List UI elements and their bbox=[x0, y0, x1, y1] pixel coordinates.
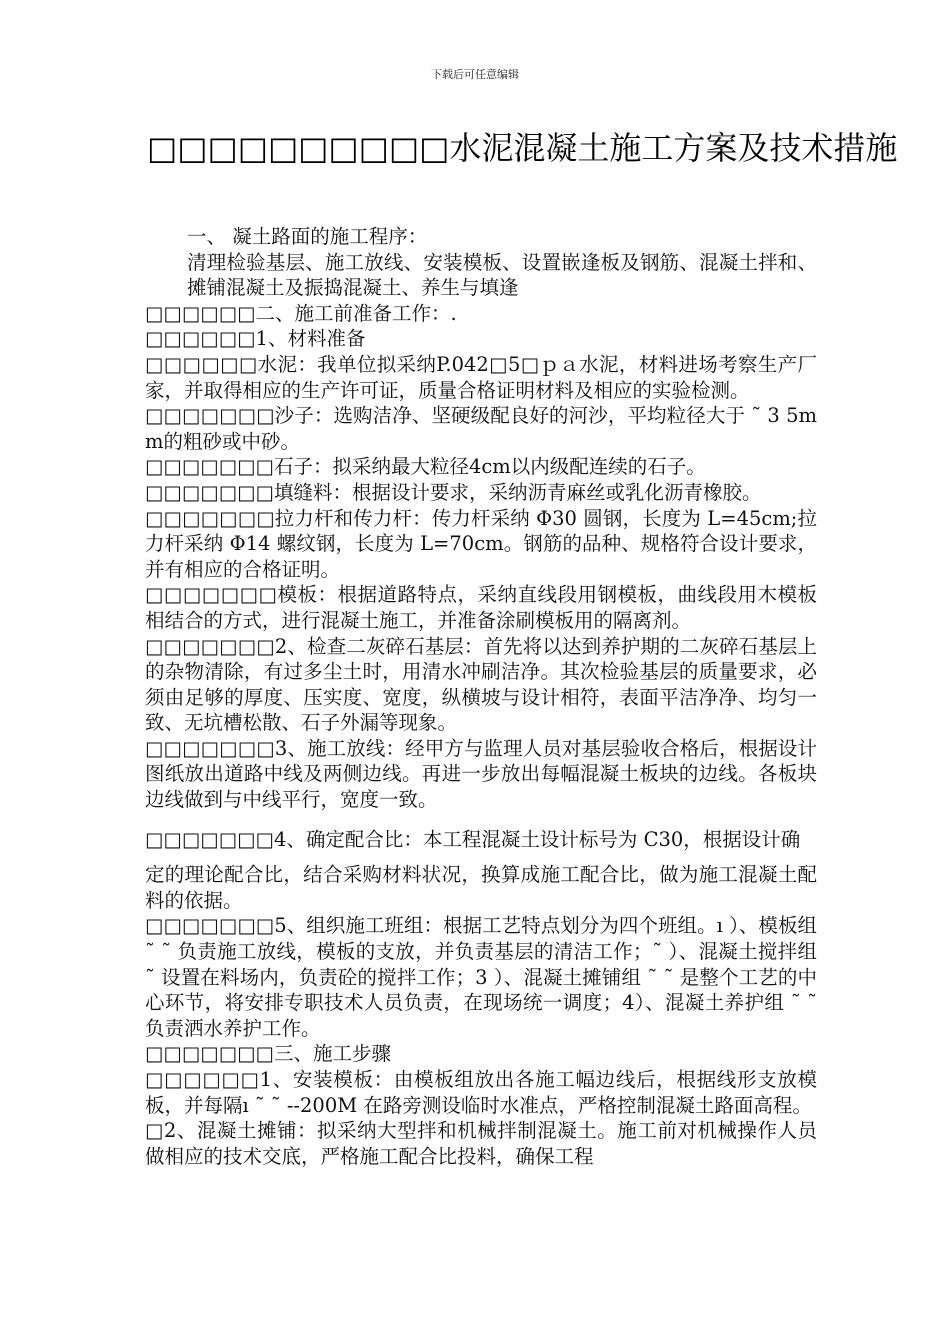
paragraph-5: □□□□□□水泥：我单位拟采纳P.042□5□ｐａ水泥，材料进场考察生产厂家，并取得相应的生产许可证，质量合格证明材料及相应的实验检测。 bbox=[145, 352, 817, 402]
paragraph-11: □□□□□□□2、检查二灰碎石基层：首先将以达到养护期的二灰碎石基层上的杂物清除，有过多尘土时，用清水冲刷洁净。其次检验基层的质量要求，必须由足够的厚度、压实度、宽度，纵横坡与设计相符，表面平洁净净、均匀一致、无坑槽松散、石子外漏等现象。 bbox=[145, 634, 817, 735]
paragraph-7: □□□□□□□石子：拟采纳最大粒径4cm以内级配连续的石子。 bbox=[145, 455, 706, 479]
paragraph-6: □□□□□□□沙子：选购洁净、坚硬级配良好的河沙，平均粒径大于 ˜ 3 5mm的粗砂或中砂。 bbox=[145, 404, 817, 453]
paragraph-9: □□□□□□□拉力杆和传力杆：传力杆采纳 Φ30 圆钢，长度为 L=45cm;拉力杆采纳 Φ14 螺纹钢，长度为 L=70cm。钢筋的品种、规格符合设计要求，并有相应的合格证明。 bbox=[145, 506, 817, 581]
paragraph-12: □□□□□□□3、施工放线：经甲方与监理人员对基层验收合格后，根据设计图纸放出道路中线及两侧边线。再进一步放出每幅混凝土板块的边线。各板块边线做到与中线平行，宽度一致。 bbox=[145, 736, 817, 812]
document-title: □□□□□□□□□□水泥混凝土施工方案及技术措施 bbox=[147, 129, 898, 167]
paragraph-17: □□□□□□1、安装模板：由模板组放出各施工幅边线后，根据线形支放模板，并每隔ı ˜ ˜ --200M 在路旁测设临时水准点，严格控制混凝土路面高程。 bbox=[145, 1068, 817, 1117]
paragraph-13: □□□□□□□4、确定配合比：本工程混凝土设计标号为 C30，根据设计确 bbox=[145, 827, 801, 851]
paragraph-2: 清理检验基层、施工放线、安装模板、设置嵌逢板及钢筋、混凝土拌和、摊铺混凝土及振捣混凝土、养生与填逢 bbox=[187, 250, 817, 300]
page-header: 下载后可任意编辑 bbox=[431, 68, 519, 81]
paragraph-15: □□□□□□□5、组织施工班组：根据工艺特点划分为四个班组。ı ）、模板组 ˜ ˜ 负责施工放线，模板的支放，并负责基层的清洁工作；˜ ）、混凝土搅拌组 ˜ 设置在料场内，负责砼的搅拌工作；3 ）、混凝土摊铺组 ˜ ˜ 是整个工艺的中心环节，将安排专职技术人员负责，在现场统一调度；4）、混凝土养护组 ˜ ˜ 负责洒水养护工作。 bbox=[145, 914, 817, 1040]
paragraph-14: 定的理论配合比，结合采购材料状况，换算成施工配合比，做为施工混凝土配料的依据。 bbox=[145, 863, 817, 912]
paragraph-18: □2、混凝土摊铺：拟采纳大型拌和机械拌制混凝土。施工前对机械操作人员做相应的技术交底，严格施工配合比投料，确保工程 bbox=[145, 1119, 817, 1168]
paragraph-8: □□□□□□□填缝料：根据设计要求，采纳沥青麻丝或乳化沥青橡胶。 bbox=[145, 480, 762, 504]
document-body bbox=[145, 224, 817, 1169]
paragraph-3: □□□□□□二、施工前准备工作：. bbox=[145, 301, 457, 325]
paragraph-10: □□□□□□□模板：根据道路特点，采纳直线段用钢模板，曲线段用木模板相结合的方式，进行混凝土施工，并准备涂刷模板用的隔离剂。 bbox=[145, 583, 817, 632]
paragraph-4: □□□□□□1、材料准备 bbox=[145, 327, 366, 351]
paragraph-1: 一、 凝土路面的施工程序： bbox=[187, 225, 428, 248]
paragraph-16: □□□□□□□三、施工步骤 bbox=[145, 1042, 391, 1066]
